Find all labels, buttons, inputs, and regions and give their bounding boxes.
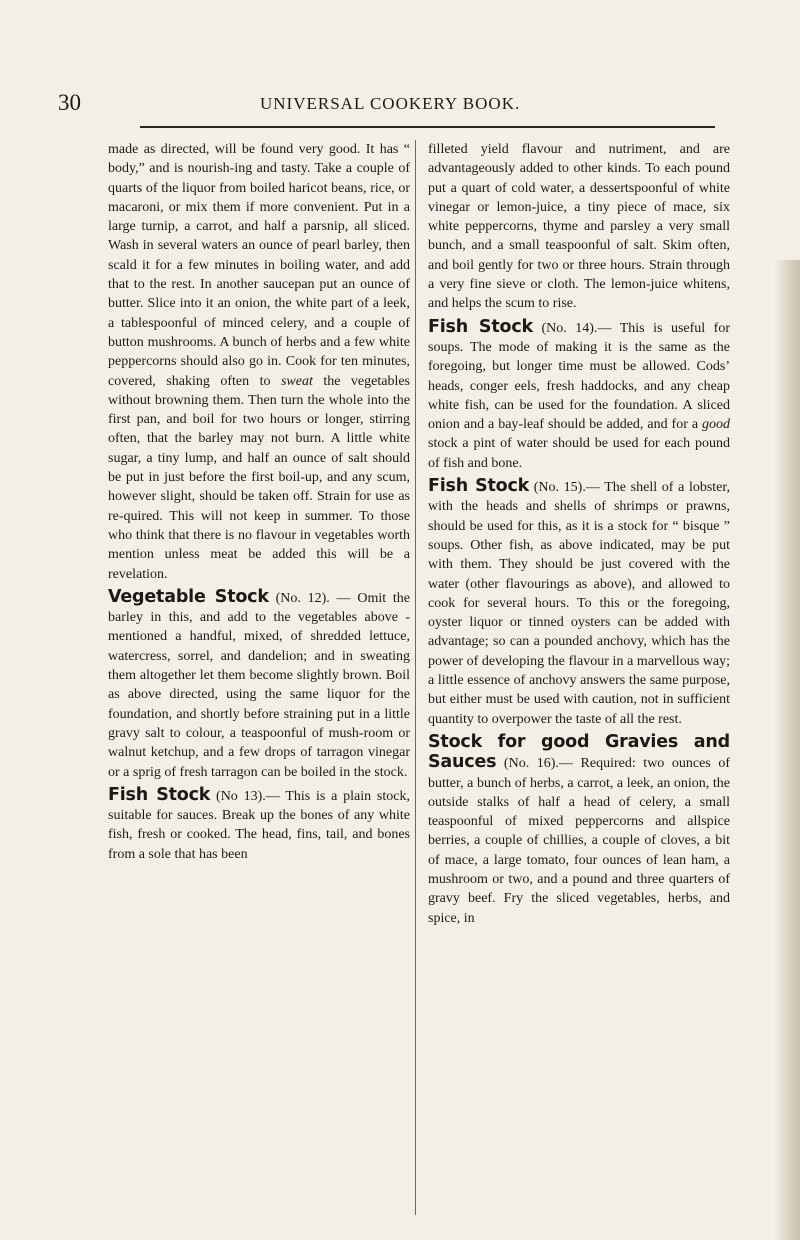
recipe-heading: Stock for good Gravies and Sauces: [428, 731, 730, 773]
recipe-heading: Fish Stock: [108, 784, 211, 805]
italic-word: good: [702, 417, 731, 433]
page-number: 30: [58, 90, 81, 115]
recipe-vegetable-stock: [108, 588, 410, 782]
recipe-text: Required: two ounces of butter, a bunch of herbs, a carrot, a leek, an onion, the outside stalks of half a head of celery, a small teaspoonful of mixed peppercorns and allspice berries, a couple of chillies, a couple of cloves, a bit of mace, a large tomato, four ounces of lean ham, a mushroom or two, and a pound and three quarters of gravy beef. Fry the sliced vegetables, herbs, and spice, in: [428, 756, 730, 926]
recipe-number: (No. 16).—: [503, 756, 573, 772]
recipe-number: (No. 15).—: [533, 480, 600, 496]
italic-word: sweat: [280, 373, 313, 389]
recipe-number: (No 13).—: [216, 788, 280, 804]
recipe-fish-stock-15: [428, 477, 730, 729]
recipe-fish-stock-13: [108, 786, 410, 864]
recipe-fish-stock-14: [428, 318, 730, 473]
column-divider: [415, 140, 416, 1215]
recipe-text: The shell of a lobster, with the heads and shells of shrimps or prawns, should be used for this, as it is a stock for “ bisque ” soups. Other fish, as above indicated, may be put with them. They should be just covered with the water (other flavourings as above), and allowed to cook for several hours. To this or the foregoing, oyster liquor or tinned oysters can be added with advantage; so can a pounded anchovy, which has the power of developing the flavour in a marvellous way; a little essence of anchovy answers the same purpose, but either must be used with caution, not in sufficient quantity to overpower the taste of all the rest.: [428, 480, 730, 727]
recipe-heading: Fish Stock: [428, 316, 533, 337]
recipe-number: (No. 12). —: [275, 590, 351, 606]
left-column: [108, 140, 410, 868]
paragraph-text: made as directed, will be found very good. It has “ body,” and is nourish-ing and tasty. Take a couple of quarts of the liquor from boiled haricot beans, rice, or macaroni, or mix them if more convenient. Put in a large turnip, a carrot, and half a parsnip, all sliced. Wash in several waters an ounce of pearl barley, then scald it for a few minutes in boiling water, and add that to the rest. In another saucepan put an ounce of butter. Slice into it an onion, the white part of a leek, a tablespoonful of minced celery, and a couple of button mushrooms. A bunch of herbs and a few white peppercorns should also go in. Cook for ten minutes, covered, shaking often to: [108, 142, 410, 389]
recipe-text: This is a plain stock, suitable for sauces. Break up the bones of any white fish, fresh or cooked. The head, fins, tail, and bones from a sole that has been: [108, 788, 410, 862]
recipe-number: (No. 14).—: [541, 320, 612, 336]
right-column: [428, 140, 730, 932]
recipe-stock-gravies: [428, 733, 730, 928]
page-header: [0, 90, 800, 120]
recipe-text: Omit the barley in this, and add to the vegetables above - mentioned a handful, mixed, of shredded lettuce, watercress, sorrel, and dandelion; and in sweating them altogether let them become slightly brown. Boil as above directed, using the same liquor for the foundation, and shortly before straining put in a little gravy salt to colour, a teaspoonful of mush-room or walnut ketchup, and a few drops of tarragon vinegar or a sprig of fresh tarragon can be boiled in the stock.: [108, 590, 410, 780]
paragraph-continued: [108, 140, 410, 584]
running-title: UNIVERSAL COOKERY BOOK.: [260, 94, 521, 113]
paragraph-continued: filleted yield flavour and nutriment, and are advantageously added to other kinds. To each pound put a quart of cold water, a dessertspoonful of white vinegar or lemon-juice, a tiny piece of mace, six white peppercorns, thyme and parsley a very small bunch, and a small teaspoonful of salt. Skim often, and boil gently for two or three hours. Strain through a very fine sieve or cloth. The lemon-juice whitens, and helps the scum to rise.: [428, 142, 730, 312]
header-rule: [140, 126, 715, 128]
page-edge-shadow: [774, 260, 800, 1240]
recipe-heading: Fish Stock: [428, 476, 530, 497]
recipe-text: stock a pint of water should be used for each pound of fish and bone.: [428, 436, 730, 471]
recipe-text: This is useful for soups. The mode of making it is the same as the foregoing, but longer time must be allowed. Cods’ heads, conger eels, fresh haddocks, and any cheap white fish, can be used for the foundation. A sliced onion and a bay-leaf should be added, and for a: [428, 320, 730, 433]
recipe-heading: Vegetable Stock: [108, 586, 269, 607]
paragraph-text: the vegetables without browning them. Then turn the whole into the first pan, and boil for two hours or longer, stirring often, that the barley may not burn. A little white sugar, a tiny lump, and half an ounce of salt should be put in just before the first boil-up, and any scum, however slight, should be taken off. Strain for use as re-quired. This will not keep in summer. To those who think that there is no flavour in vegetables worth mention unless meat be added this will be a revelation.: [108, 373, 410, 582]
